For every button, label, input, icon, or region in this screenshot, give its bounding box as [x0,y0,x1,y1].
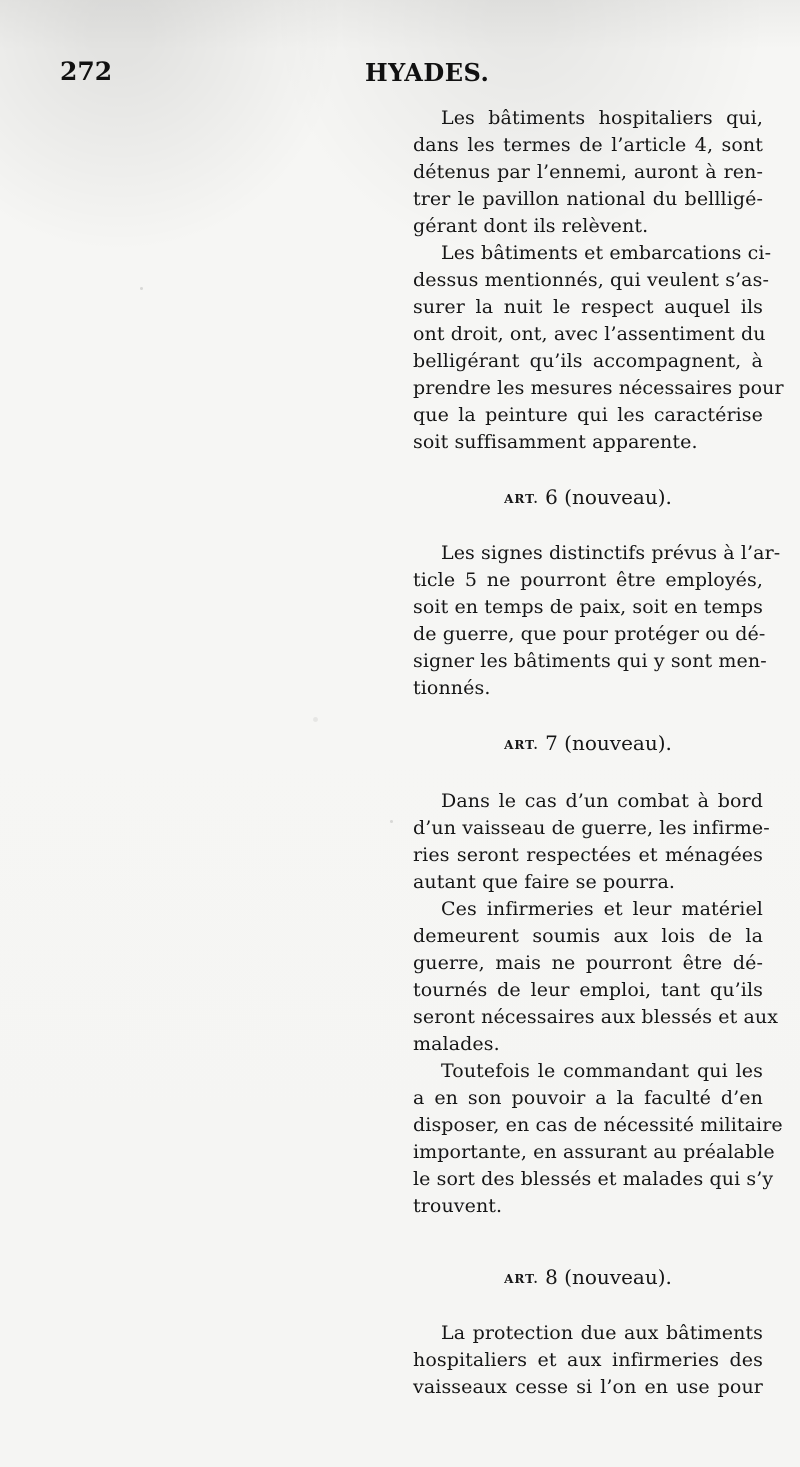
text-line: guerre, mais ne pourront être dé- [413,952,763,974]
spacer [413,456,763,482]
article-label: ART. [504,492,539,506]
text-line: surer la nuit le respect auquel ils [413,296,763,318]
text-line: Les signes distinctifs prévus à l’ar- [441,542,781,564]
text-line: ticle 5 ne pourront être employés, [413,569,763,591]
article-number: 8 (nouveau). [538,1265,672,1289]
article-heading [413,1262,763,1292]
running-head: HYADES. [365,58,490,87]
text-line: demeurent soumis aux lois de la [413,925,763,947]
text-line: Les bâtiments et embarcations ci- [441,242,772,264]
article-number: 6 (nouveau). [538,485,672,509]
paragraph [413,105,763,240]
text-line: ont droit, ont, avec l’assentiment du [413,323,766,345]
scan-mark [140,287,143,290]
article-label: ART. [504,1272,539,1286]
text-line: détenus par l’ennemi, auront à ren- [413,161,763,183]
text-line: dans les termes de l’article 4, sont [413,134,763,156]
article-7-section [413,728,783,1220]
text-line: trer le pavillon national du bellligé- [413,188,763,210]
text-line: Les bâtiments hospitaliers qui, [441,107,763,129]
paragraph [413,1058,783,1220]
text-line: signer les bâtiments qui y sont men- [413,650,767,672]
intro-section [413,105,784,456]
spacer [413,702,763,728]
text-line: a en son pouvoir a la faculté d’en [413,1087,763,1109]
text-line: vaisseaux cesse si l’on en use pour [413,1376,763,1398]
article-number: 7 (nouveau). [538,731,672,755]
text-line: le sort des blessés et malades qui s’y [413,1168,774,1190]
text-line: La protection due aux bâtiments [441,1322,763,1344]
text-line: Dans le cas d’un combat à bord [441,790,763,812]
article-8-section [413,1262,763,1401]
page-number: 272 [60,57,113,86]
text-line: hospitaliers et aux infirmeries des [413,1349,763,1371]
text-line: tionnés. [413,677,491,699]
paragraph [413,896,779,1058]
text-line: tournés de leur emploi, tant qu’ils [413,979,763,1001]
text-line: soit suffisamment apparente. [413,431,698,453]
article-heading [413,728,763,758]
spacer [413,1220,763,1262]
spacer [413,758,763,788]
spacer [413,512,763,540]
article-label: ART. [504,738,539,752]
text-line: disposer, en cas de nécessité militaire [413,1114,783,1136]
text-line: belligérant qu’ils accompagnent, à [413,350,763,372]
text-line: trouvent. [413,1195,503,1217]
paragraph [413,788,770,896]
spacer [413,1292,763,1320]
text-line: autant que faire se pourra. [413,871,676,893]
text-line: malades. [413,1033,500,1055]
paragraph [413,1320,763,1401]
text-line: importante, en assurant au préalable [413,1141,775,1163]
text-line: de guerre, que pour protéger ou dé- [413,623,766,645]
text-line: seront nécessaires aux blessés et aux [413,1006,779,1028]
article-6-section [413,482,781,702]
text-line: ries seront respectées et ménagées [413,844,763,866]
scan-mark [313,717,318,722]
paragraph [413,540,781,702]
scan-mark [390,820,393,823]
text-line: prendre les mesures nécessaires pour [413,377,784,399]
page-header [60,57,760,89]
paragraph [413,240,784,456]
text-line: que la peinture qui les caractérise [413,404,763,426]
article-heading [413,482,763,512]
text-line: dessus mentionnés, qui veulent s’as- [413,269,769,291]
text-line: Toutefois le commandant qui les [441,1060,763,1082]
page-body [413,105,784,1401]
text-line: soit en temps de paix, soit en temps [413,596,763,618]
text-line: d’un vaisseau de guerre, les infirme- [413,817,770,839]
text-line: Ces infirmeries et leur matériel [441,898,763,920]
text-line: gérant dont ils relèvent. [413,215,649,237]
